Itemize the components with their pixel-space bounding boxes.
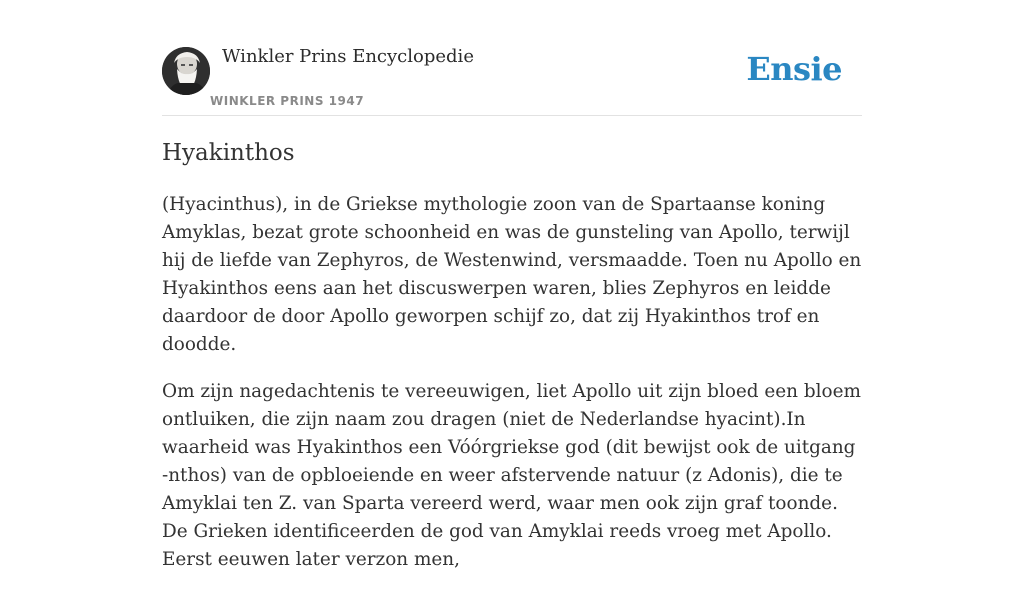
avatar[interactable] xyxy=(162,47,210,95)
article-paragraph-2: Om zijn nagedachtenis te vereeuwigen, liet Apollo uit zijn bloed een bloem ontluiken, die zijn naam zou dragen (niet de Nederlandse hyacint).In waarheid was Hyakinthos een Vóórgriekse god (dit bewijst ook de uitgang -nthos) van de opbloeiende en weer afstervende natuur (z Adonis), die te Amyklai ten Z. van Sparta vereerd werd, waar men ook zijn graf toonde. De Grieken identificeerden de god van Amyklai reeds vroeg met Apollo. Eerst eeuwen later verzon men, xyxy=(162,381,861,570)
article-paragraph-1: (Hyacinthus), in de Griekse mythologie zoon van de Spartaanse koning Amyklas, bezat grote schoonheid en was de gunsteling van Apollo, terwijl hij de liefde van Zephyros, de Westenwind, versmaadde. Toen nu Apollo en Hyakinthos eens aan het discuswerpen waren, blies Zephyros en leidde daardoor de door Apollo geworpen schijf zo, dat zij Hyakinthos trof en doodde. xyxy=(162,194,862,355)
source-title-link[interactable]: Winkler Prins Encyclopedie xyxy=(222,46,474,67)
source-subtitle: WINKLER PRINS 1947 xyxy=(210,94,365,108)
header xyxy=(162,0,862,116)
article-title: Hyakinthos xyxy=(162,140,295,166)
article-body xyxy=(162,191,864,593)
page xyxy=(162,0,862,570)
brand-logo[interactable]: Ensie xyxy=(746,50,842,88)
bearded-man-portrait-icon xyxy=(162,47,210,95)
